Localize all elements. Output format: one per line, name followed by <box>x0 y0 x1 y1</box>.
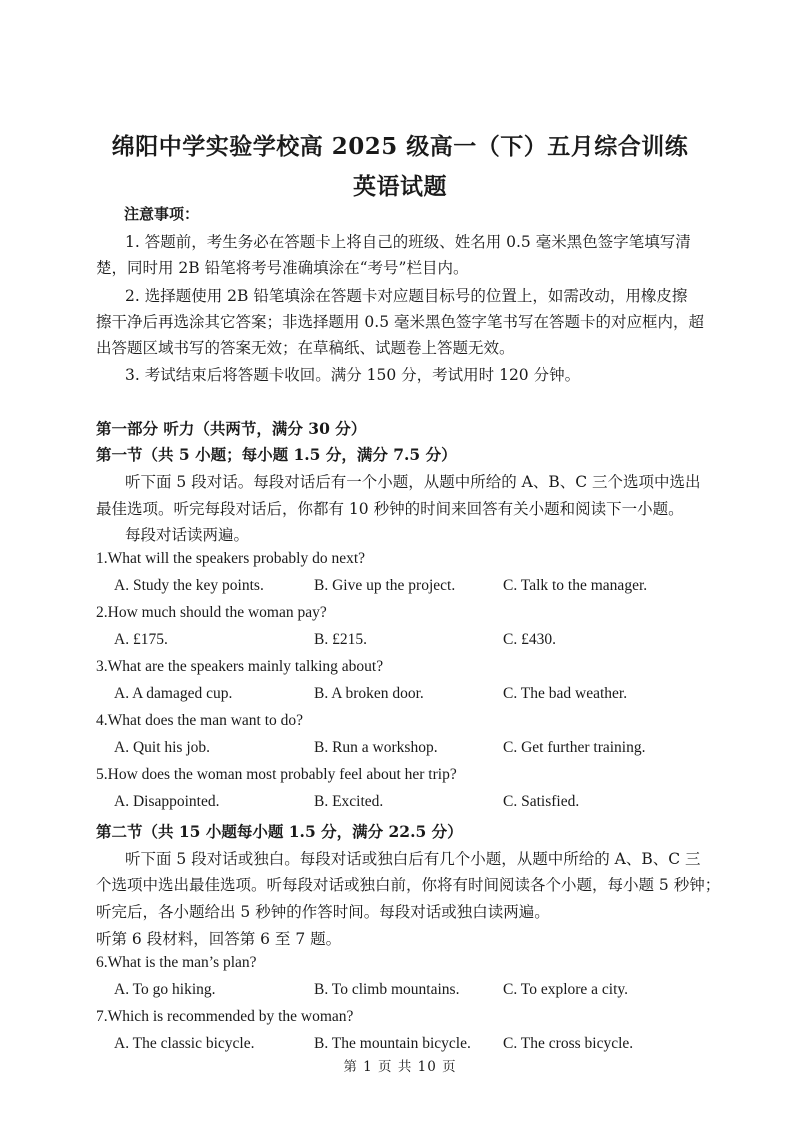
notice-line: 擦干净后再选涂其它答案；非选择题用 0.5 毫米黑色签字笔书写在答题卡的对应框内，超 <box>96 313 705 331</box>
q7-option-c: C. The cross bicycle. <box>503 1035 634 1052</box>
section1-heading: 第一节（共 5 小题；每小题 1.5 分，满分 7.5 分） <box>96 445 457 464</box>
q6-option-b: B. To climb mountains. <box>314 981 460 998</box>
section1-instruction: 每段对话读两遍。 <box>125 526 250 544</box>
page-footer: 第 1 页 共 10 页 <box>343 1059 457 1075</box>
section2-heading: 第二节（共 15 小题每小题 1.5 分，满分 22.5 分） <box>96 822 463 841</box>
notice-line: 1. 答题前，考生务必在答题卡上将自己的班级、姓名用 0.5 毫米黑色签字笔填写清 <box>125 233 691 251</box>
q4-option-b: B. Run a workshop. <box>314 739 438 756</box>
q1-option-b: B. Give up the project. <box>314 577 456 594</box>
exam-title: 绵阳中学实验学校高 2025 级高一（下）五月综合训练 <box>111 133 689 160</box>
q5-option-b: B. Excited. <box>314 793 384 810</box>
q7-option-a: A. The classic bicycle. <box>114 1035 255 1052</box>
q3-option-b: B. A broken door. <box>314 685 424 702</box>
q6-option-a: A. To go hiking. <box>114 981 216 998</box>
q2-option-c: C. £430. <box>503 631 556 648</box>
question-7: 7.Which is recommended by the woman? <box>96 1008 354 1025</box>
notice-heading: 注意事项： <box>124 205 200 223</box>
q5-option-c: C. Satisfied. <box>503 793 580 810</box>
q3-option-c: C. The bad weather. <box>503 685 628 702</box>
part1-heading: 第一部分 听力（共两节，满分 30 分） <box>96 419 367 438</box>
section1-instruction: 听下面 5 段对话。每段对话后有一个小题，从题中所给的 A、B、C 三个选项中选出 <box>125 473 701 491</box>
question-4: 4.What does the man want to do? <box>96 712 304 729</box>
q4-option-a: A. Quit his job. <box>114 739 211 756</box>
q1-option-a: A. Study the key points. <box>114 577 264 594</box>
q1-option-c: C. Talk to the manager. <box>503 577 648 594</box>
q3-option-a: A. A damaged cup. <box>114 685 233 702</box>
q2-option-a: A. £175. <box>114 631 168 648</box>
q6-option-c: C. To explore a city. <box>503 981 629 998</box>
q7-option-b: B. The mountain bicycle. <box>314 1035 471 1052</box>
notice-line: 3. 考试结束后将答题卡收回。满分 150 分，考试用时 120 分钟。 <box>125 366 581 384</box>
exam-subject-title: 英语试题 <box>353 173 447 200</box>
section2-instruction: 听完后，各小题给出 5 秒钟的作答时间。每段对话或独白读两遍。 <box>96 903 550 921</box>
question-5: 5.How does the woman most probably feel about her trip? <box>96 766 457 783</box>
section2-instruction: 听下面 5 段对话或独白。每段对话或独白后有几个小题，从题中所给的 A、B、C 三 <box>125 850 701 868</box>
question-3: 3.What are the speakers mainly talking about? <box>96 658 384 675</box>
q2-option-b: B. £215. <box>314 631 367 648</box>
section1-instruction: 最佳选项。听完每段对话后，你都有 10 秒钟的时间来回答有关小题和阅读下一小题。 <box>96 500 684 518</box>
q4-option-c: C. Get further training. <box>503 739 646 756</box>
notice-line: 楚，同时用 2B 铅笔将考号准确填涂在“考号”栏目内。 <box>96 259 469 277</box>
question-2: 2.How much should the woman pay? <box>96 604 327 621</box>
question-6: 6.What is the man’s plan? <box>96 954 257 971</box>
notice-line: 2. 选择题使用 2B 铅笔填涂在答题卡对应题目标号的位置上，如需改动，用橡皮擦 <box>125 287 688 305</box>
notice-line: 出答题区域书写的答案无效；在草稿纸、试题卷上答题无效。 <box>96 339 515 357</box>
section2-instruction: 个选项中选出最佳选项。听每段对话或独白前，你将有时间阅读各个小题，每小题 5 秒钟； <box>96 876 721 894</box>
q5-option-a: A. Disappointed. <box>114 793 220 810</box>
material-note: 听第 6 段材料，回答第 6 至 7 题。 <box>96 930 342 948</box>
question-1: 1.What will the speakers probably do next? <box>96 550 366 567</box>
